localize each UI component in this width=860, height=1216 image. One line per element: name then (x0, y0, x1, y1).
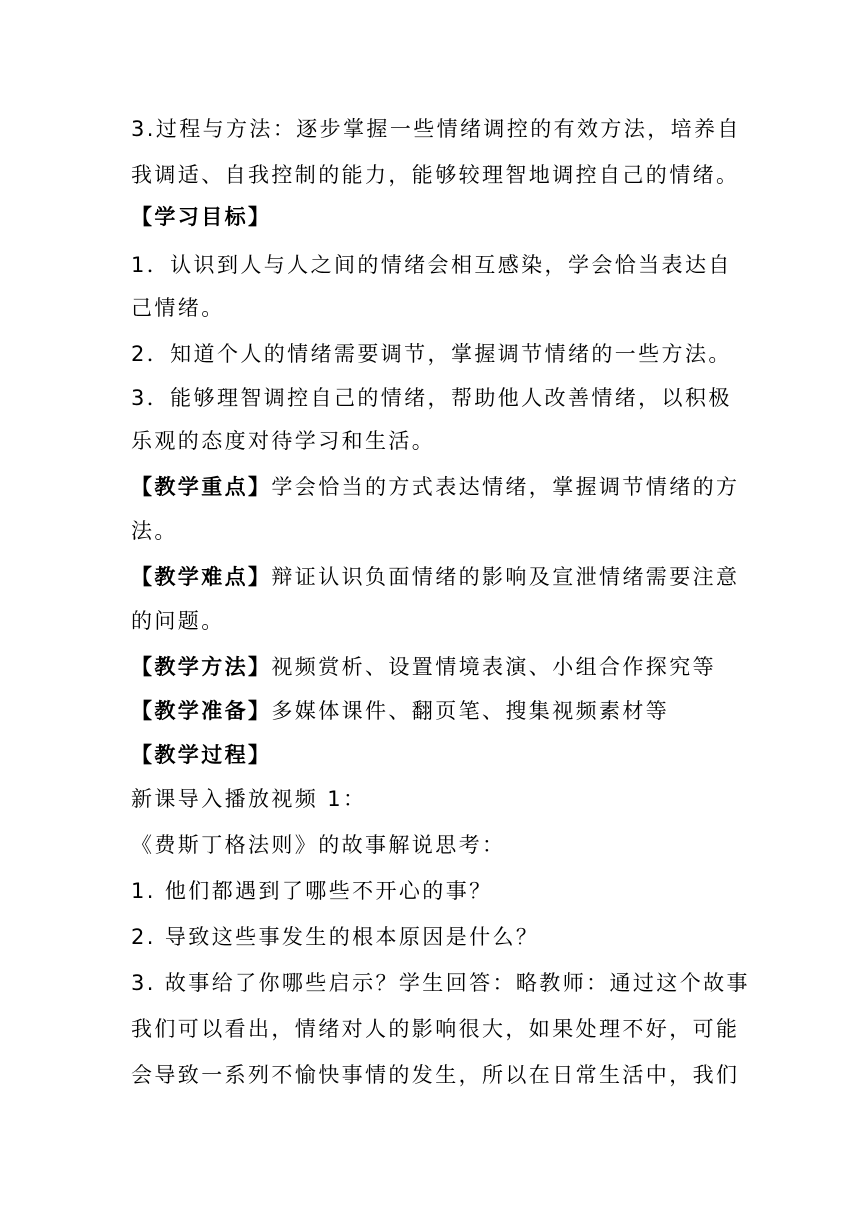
question-3-line-2: 我们可以看出，情绪对人的影响很大，如果处理不好，可能 (131, 1017, 740, 1041)
question-1: 1. 他们都遇到了哪些不开心的事？ (131, 879, 493, 903)
goal-1-line-1: 1．认识到人与人之间的情绪会相互感染，学会恰当表达自 (131, 253, 732, 277)
question-2: 2. 导致这些事发生的根本原因是什么？ (131, 925, 540, 949)
goal-3-line-1: 3．能够理智调控自己的情绪，帮助他人改善情绪，以积极 (131, 386, 732, 410)
question-3-line-1: 3. 故事给了你哪些启示？学生回答：略教师：通过这个故事 (131, 971, 750, 995)
goal-3-line-2: 乐观的态度对待学习和生活。 (131, 429, 436, 453)
process-method-line-2: 我调适、自我控制的能力，能够较理智地调控自己的情绪。 (131, 163, 740, 187)
preparation-line (131, 696, 669, 726)
key-point-line-2: 法。 (131, 519, 178, 543)
key-point-text: 学会恰当的方式表达情绪，掌握调节情绪的方 (271, 475, 740, 499)
goal-2: 2．知道个人的情绪需要调节，掌握调节情绪的一些方法。 (131, 342, 732, 366)
key-point-label: 【教学重点】 (131, 475, 272, 499)
intro-line: 新课导入播放视频 1： (131, 787, 367, 811)
key-point-line-1 (131, 472, 739, 502)
process-method-line-1: 3.过程与方法：逐步掌握一些情绪调控的有效方法，培养自 (131, 117, 741, 141)
goal-1-line-2: 己情绪。 (131, 296, 225, 320)
method-label: 【教学方法】 (131, 655, 272, 679)
story-title: 《费斯丁格法则》的故事解说思考： (131, 833, 506, 857)
difficulty-text: 辩证认识负面情绪的影响及宣泄情绪需要注意 (271, 565, 740, 589)
difficulty-line-1 (131, 562, 739, 592)
preparation-label: 【教学准备】 (131, 699, 272, 723)
preparation-text: 多媒体课件、翻页笔、搜集视频素材等 (271, 699, 670, 723)
method-text: 视频赏析、设置情境表演、小组合作探究等 (271, 655, 717, 679)
question-3-line-3: 会导致一系列不愉快事情的发生，所以在日常生活中，我们 (131, 1063, 740, 1087)
learning-goals-heading: 【学习目标】 (131, 205, 272, 229)
method-line (131, 652, 716, 682)
difficulty-label: 【教学难点】 (131, 565, 272, 589)
process-heading: 【教学过程】 (131, 743, 272, 767)
difficulty-line-2: 的问题。 (131, 609, 225, 633)
